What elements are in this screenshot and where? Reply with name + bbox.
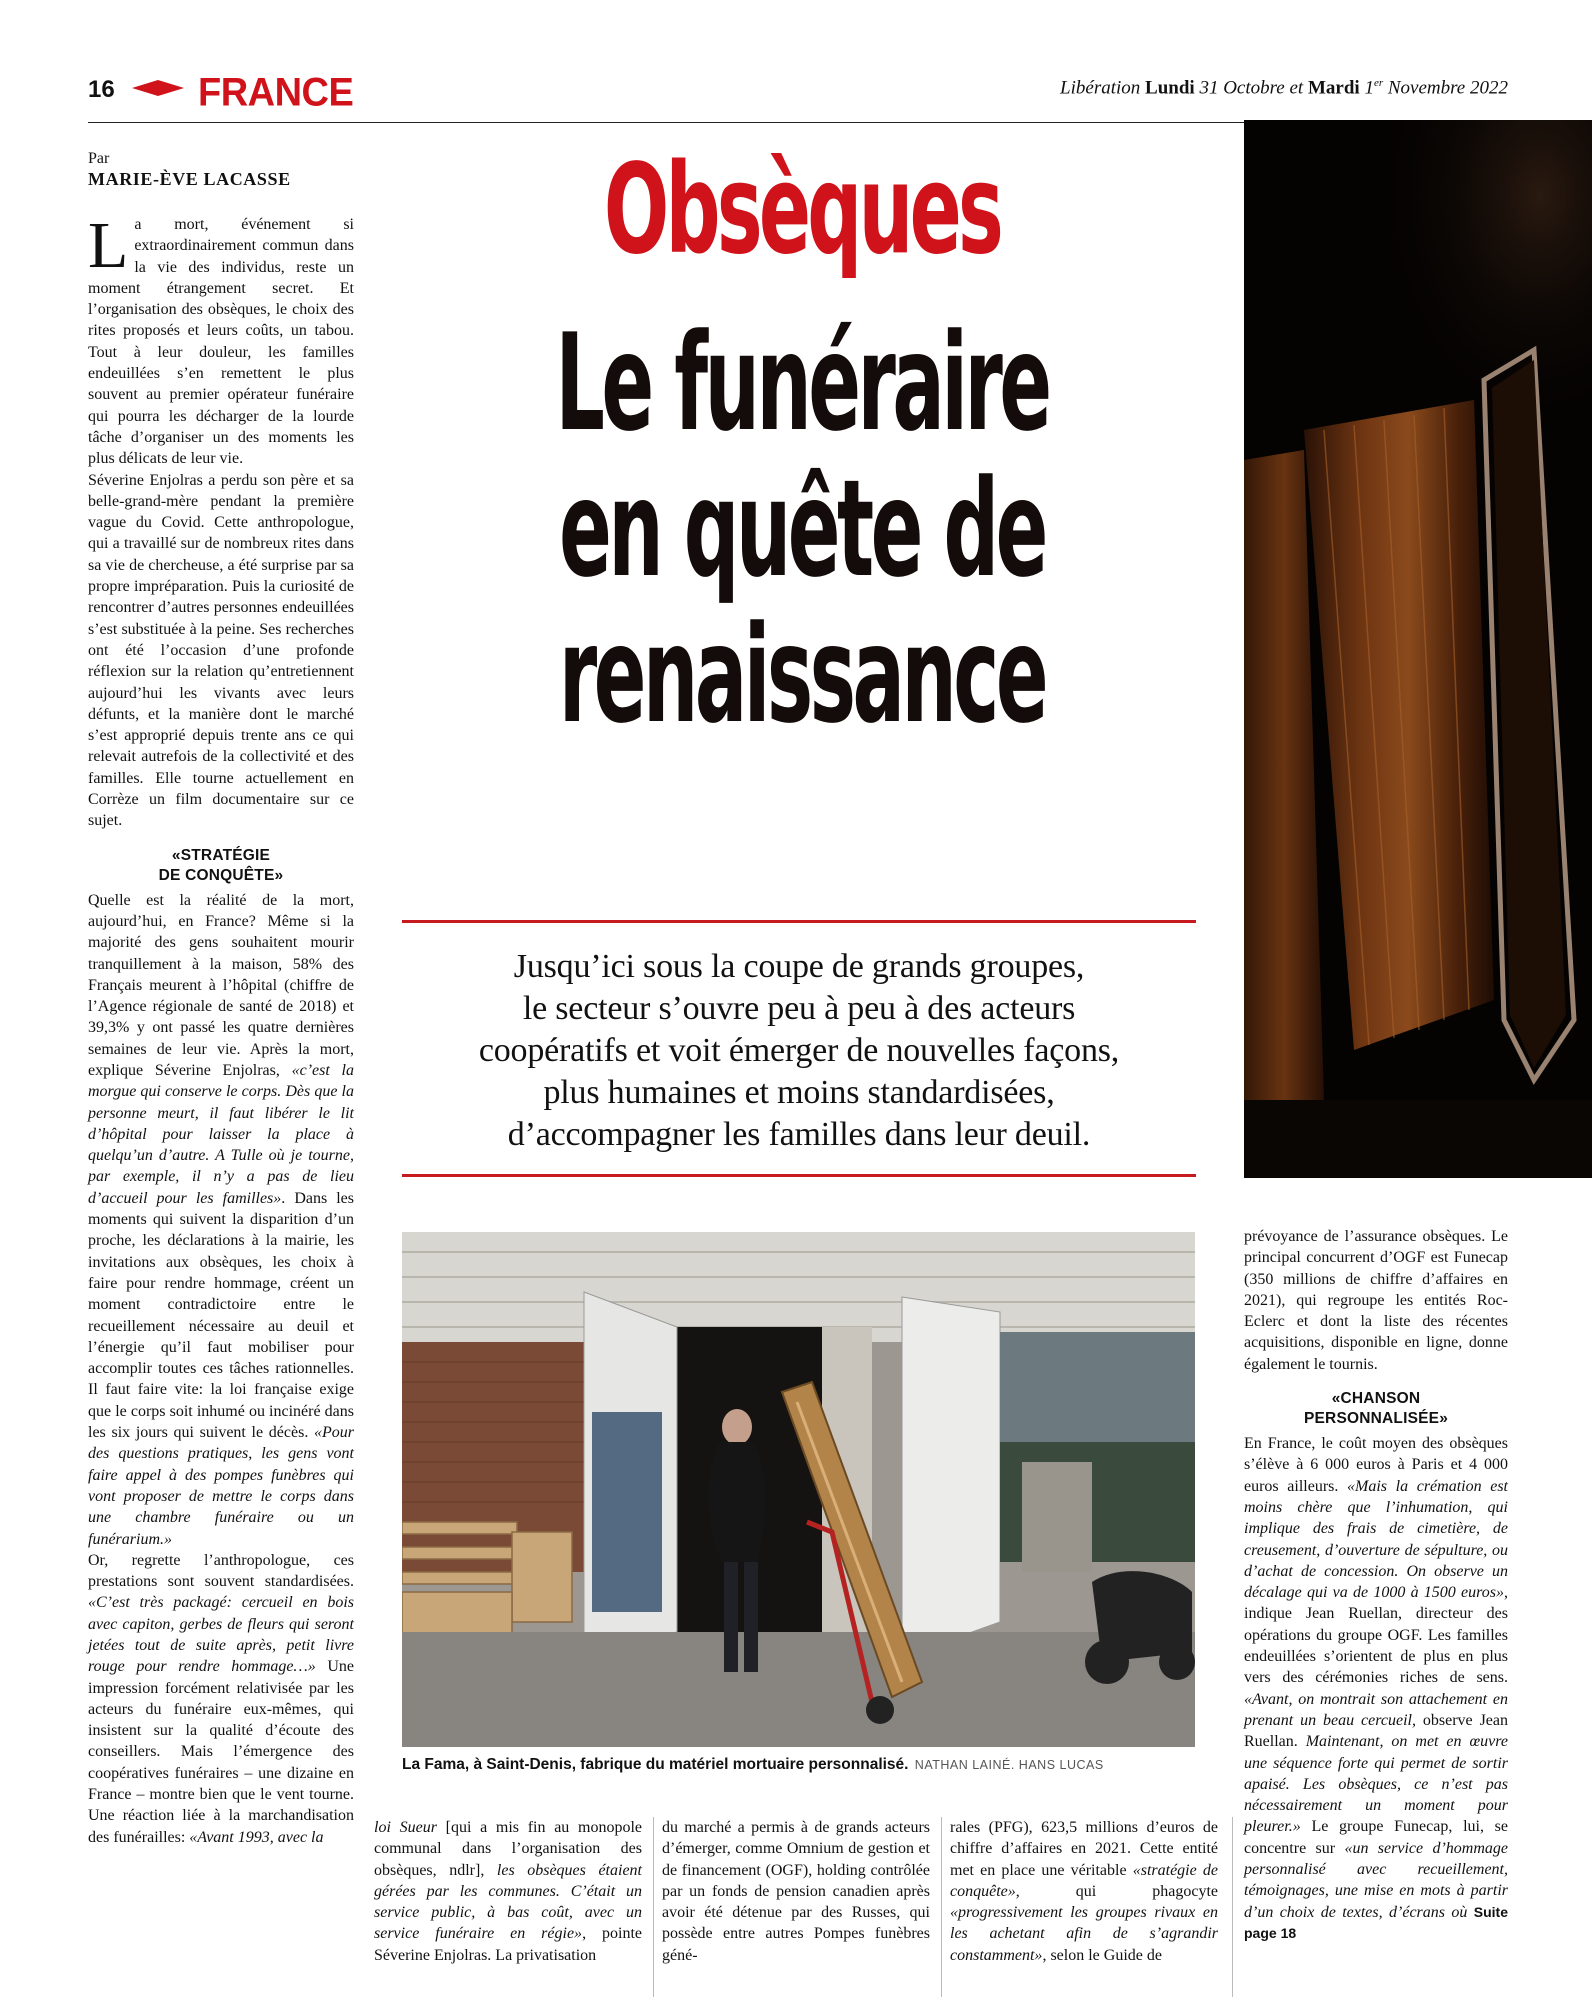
- paragraph-2: Séverine Enjolras a perdu son père et sa belle-grand-mère pendant la première vague du Covid. Cette anthropologue, qui a travaillé sur de nombreux rites dans sa vie de chercheuse, a été surprise par sa propre impréparation. Puis la curiosité de rencontrer d’autres personnes endeuillées s’est substituée à la peine. Ses recherches ont été l’occasion d’une profonde réflexion sur la relation qu’entretiennent aujourd’hui les vivants avec leurs défunts, et la manière dont le marché s’est approprié depuis trente ans ce qui relevait autrefois de la collectivité et des familles. Elle tourne actuellement en Corrèze un film documentaire sur ce sujet.: [88, 471, 354, 830]
- headline-line-2: en quête de: [559, 451, 1045, 607]
- photo-caption: La Fama, à Saint-Denis, fabrique du matériel mortuaire personnalisé. NATHAN LAINÉ. HANS LUCAS: [402, 1756, 1104, 1773]
- paragraph-right-2: En France, le coût moyen des obsèques s’élève à 6 000 euros à Paris et 4 000 euros ailleurs. «Mais la crémation est moins chère que l’inhumation, qui implique des frais de cimetière, de creusement, d’ouverture de sépulture, ou d’achat de concession. On observe un décalage qui va de 1000 à 1500 euros», indique Jean Ruellan, directeur des opérations du groupe OGF. Les familles endeuillées s’orientent de plus en plus vers des cérémonies riches de sens. «Avant, on montrait son attachement en prenant un beau cercueil, observe Jean Ruellan. Maintenant, on met en œuvre une séquence forte qui permet de sortir apaisé. Les obsèques, ce n’est pas nécessairement un moment pour pleurer.» Le groupe Funecap, lui, se concentre sur «un service d’hommage personnalisé avec recueillement, témoignages, une mise en mots à partir d’un choix de textes, d’écrans où Suite page 18: [1244, 1435, 1509, 1941]
- paragraph-1: La mort, événement si extraordinairement commun dans la vie des individus, reste un moment étrangement secret. Et l’organisation des obsèques, le choix des rites proposés et leurs coûts, un tabou. Tout à leur douleur, les familles endeuillées s’en remettent le plus souvent au premier opérateur funéraire qui pourra les décharger de la lourde tâche d’organiser un des moments les plus délicats de leur vie.: [88, 209, 354, 468]
- photo-credit: NATHAN LAINÉ. HANS LUCAS: [914, 1758, 1104, 1772]
- headline-main: [512, 305, 1092, 753]
- date2-rest: Novembre 2022: [1383, 77, 1508, 99]
- date2-sup: er: [1373, 77, 1384, 89]
- headline-line-1: Le funéraire: [555, 305, 1049, 461]
- day2: Mardi: [1307, 77, 1360, 99]
- section-title: FRANCE: [198, 70, 354, 116]
- column-divider: [941, 1817, 942, 1997]
- continued-link[interactable]: Suite page 18: [1244, 1903, 1509, 1941]
- column-divider: [1232, 1817, 1233, 1997]
- subheading-chanson: «CHANSON PERSONNALISÉE»: [1303, 1390, 1449, 1428]
- standfirst-rule-top: [402, 920, 1196, 923]
- byline-prefix: Par: [88, 150, 110, 167]
- paragraph-4: Or, regrette l’anthropologue, ces prestations sont souvent standardisées. «C’est très packagé: cercueil en bois avec capiton, gerbes de fleurs qui seront jetées tout de suite après, petit livre rouge pour rendre hommage…» Une impression forcément relativisée par les acteurs du funéraire eux-mêmes, qui insistent sur la qualité d’écoute des conseillers. Mais l’émergence des coopératives funéraires – une dizaine en France – montre bien que le vent tourne. Une réaction liée à la marchandisation des funérailles: «Avant 1993, avec la: [88, 1551, 354, 1846]
- day1: Lundi: [1145, 77, 1195, 99]
- header-rule: [88, 122, 1248, 123]
- article-column-bottom-2: du marché a permis à de grands acteurs d’émerger, comme Omnium de gestion et de financement (OGF), holding contrôlée par un fonds de pension canadien après avoir été détenue par des Russes, qui possède entre autres Pompes funèbres géné-: [662, 1819, 930, 1964]
- byline-author: MARIE-ÈVE LACASSE: [88, 169, 291, 189]
- date2-num: 1: [1359, 77, 1374, 99]
- headline-line-3: renaissance: [558, 597, 1046, 753]
- subheading-strategie: «STRATÉGIE DE CONQUÊTE»: [158, 846, 284, 884]
- standfirst-rule-bottom: [402, 1174, 1196, 1177]
- page-number: 16: [88, 76, 115, 103]
- paragraph-right-1: prévoyance de l’assurance obsèques. Le principal concurrent d’OGF est Funecap (350 millions de chiffre d’affaires en 2021), qui regroupe les entités Roc-Eclerc et dont la liste des récentes acquisitions, disponible en ligne, donne également le tournis.: [1244, 1228, 1508, 1373]
- publication-name: Libération: [1060, 77, 1141, 99]
- coffins-photo: [1244, 120, 1592, 1178]
- article-column-right: [1244, 1226, 1508, 1944]
- article-column-bottom-1: loi Sueur [qui a mis fin au monopole communal dans l’organisation des obsèques, ndlr], les obsèques étaient gérées par les communes. C’était un service public, à bas coût, avec un service funéraire en régie», pointe Séverine Enjolras. La privatisation: [374, 1819, 642, 1964]
- diamond-icon: [132, 80, 184, 96]
- paragraph-3: Quelle est la réalité de la mort, aujourd’hui, en France? Même si la majorité des gens souhaitent mourir tranquillement à la maison, 58% des Français meurent à l’hôpital (chiffre de l’Agence régionale de santé de 2018) et 39,3% y ont passé les quatre dernières semaines de leur vie. Après la mort, explique Séverine Enjolras, «c’est la morgue qui conserve le corps. Dès que la personne meurt, il faut libérer le lit d’hôpital pour laisser la place à quelqu’un d’autre. A Tulle où je tourne, par exemple, il n’y a pas de lieu d’accueil pour les familles». Dans les moments qui suivent la disparition d’un proche, les déclarations à la mairie, les invitations aux obsèques, les choix à faire pour rendre hommage, créent un moment contradictoire entre le recueillement nécessaire au deuil et l’énergie qu’il faut mobiliser pour accomplir toutes ces tâches rationnelles. Il faut faire vite: la loi française exige que le corps soit inhumé ou incinéré dans les six jours qui suivent le décès. «Pour des questions pratiques, les gens vont faire appel à des pompes funèbres qui vont proposer de mettre le corps dans une chambre funéraire ou un funérarium.»: [88, 891, 354, 1548]
- article-column-bottom-3: rales (PFG), 623,5 millions d’euros de chiffre d’affaires en 2021. Cette entité met en place une véritable «stratégie de conquête», qui phagocyte «progressivement les groupes rivaux en les achetant afin de s’agrandir constamment», selon le Guide de: [950, 1819, 1218, 1964]
- standfirst: Jusqu’ici sous la coupe de grands groupes, le secteur s’ouvre peu à peu à des acteurs coopératifs et voit émerger de nouvelles façons, plus humaines et moins standardisées, d’accompagner les familles dans leur deuil.: [478, 948, 1120, 1153]
- article-column-left: [88, 209, 354, 1848]
- drop-cap: L: [88, 209, 129, 282]
- headline-kicker: Obsèques: [603, 138, 1001, 282]
- issue-date: [1060, 77, 1508, 99]
- date1: 31 Octobre et: [1194, 77, 1308, 99]
- workshop-photo: [402, 1232, 1195, 1747]
- column-divider: [653, 1817, 654, 1997]
